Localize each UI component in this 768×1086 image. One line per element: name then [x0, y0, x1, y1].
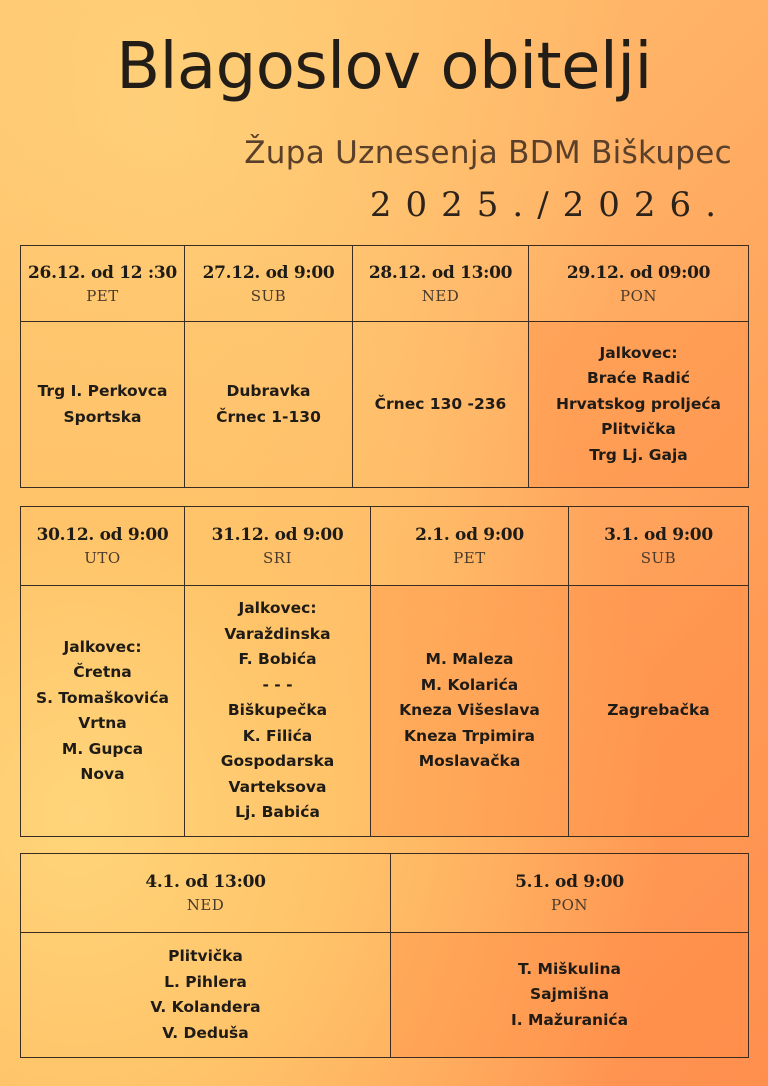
date-label: 29.12. od 09:00: [566, 262, 711, 283]
schedule-table-1: [20, 245, 749, 488]
street-list: [569, 698, 748, 724]
street-item: Kneza Trpimira: [404, 726, 535, 745]
street-list: [21, 635, 184, 788]
weekday-label: NED: [186, 896, 225, 914]
street-list: [185, 379, 352, 430]
street-item: Dubravka: [226, 382, 311, 400]
street-item: M. Maleza: [425, 650, 514, 669]
year-label: 2025./2026.: [369, 185, 730, 225]
street-item: Nova: [80, 765, 125, 783]
street-item: Biškupečka: [227, 701, 328, 720]
street-item: F. Bobića: [238, 650, 317, 669]
weekday-label: PON: [619, 286, 657, 305]
date-label: 28.12. od 13:00: [368, 262, 513, 283]
street-item: Plitvička: [601, 420, 676, 439]
day-header: [21, 854, 391, 933]
day-header: [391, 854, 749, 933]
date-label: 26.12. od 12 :30: [28, 262, 177, 283]
streets-cell: [371, 586, 569, 837]
streets-cell: [569, 586, 749, 837]
street-item: Jalkovec:: [599, 343, 678, 362]
street-item: S. Tomaškovića: [35, 688, 170, 707]
street-item: Sportska: [63, 407, 142, 426]
weekday-label: SUB: [640, 549, 677, 567]
day-header: [185, 246, 353, 322]
street-item: Vrtna: [78, 714, 127, 732]
street-item: Jalkovec:: [63, 637, 142, 656]
date-label: 2.1. od 9:00: [415, 525, 524, 545]
day-header: [21, 507, 185, 586]
schedule-table-2: [20, 506, 749, 837]
streets-cell: [21, 933, 391, 1058]
street-item: Varaždinska: [224, 624, 331, 643]
street-item: Hrvatskog proljeća: [555, 394, 722, 413]
street-list: [185, 596, 370, 826]
date-label: 4.1. od 13:00: [145, 872, 266, 892]
weekday-label: SRI: [263, 549, 292, 567]
date-label: 5.1. od 9:00: [515, 872, 624, 892]
street-item: V. Deduša: [162, 1023, 249, 1042]
weekday-label: PET: [86, 286, 119, 305]
street-item: Sajmišna: [529, 985, 610, 1004]
street-item: Trg I. Perkovca: [37, 382, 168, 400]
street-item: M. Gupca: [61, 739, 144, 758]
streets-cell: [21, 322, 185, 488]
street-item: V. Kolandera: [150, 998, 261, 1016]
date-label: 30.12. od 9:00: [36, 525, 169, 545]
day-header: [353, 246, 529, 322]
streets-cell: [353, 322, 529, 488]
street-list: [21, 379, 184, 430]
street-item: Plitvička: [168, 947, 243, 965]
street-list: [353, 392, 528, 418]
weekday-label: PON: [550, 896, 588, 914]
street-list: [21, 944, 390, 1046]
page-title: Blagoslov obitelji: [116, 30, 652, 104]
street-item: Trg Lj. Gaja: [589, 445, 688, 464]
date-label: 3.1. od 9:00: [604, 525, 713, 545]
street-item: Lj. Babića: [235, 803, 320, 822]
street-item: Zagrebačka: [607, 701, 710, 720]
street-item: Gospodarska: [220, 752, 335, 771]
weekday-label: SUB: [250, 286, 287, 305]
day-header: [569, 507, 749, 586]
street-list: [529, 341, 748, 469]
weekday-label: PET: [453, 549, 486, 567]
day-header: [185, 507, 371, 586]
schedule-table-3: [20, 853, 749, 1058]
street-item: - - -: [262, 675, 293, 694]
street-item: Moslavačka: [418, 752, 521, 771]
street-item: K. Filića: [242, 726, 313, 745]
weekday-label: NED: [421, 286, 460, 305]
street-item: Varteksova: [228, 777, 327, 796]
street-item: I. Mažuranića: [510, 1010, 629, 1029]
streets-cell: [21, 586, 185, 837]
date-label: 27.12. od 9:00: [202, 262, 335, 283]
streets-cell: [185, 586, 371, 837]
street-item: Čretna: [73, 663, 132, 681]
streets-cell: [391, 933, 749, 1058]
street-item: Črnec 130 -236: [374, 394, 507, 413]
street-list: [391, 957, 748, 1034]
street-item: T. Miškulina: [518, 959, 621, 978]
day-header: [371, 507, 569, 586]
streets-cell: [185, 322, 353, 488]
street-item: M. Kolarića: [420, 675, 519, 694]
street-item: Kneza Višeslava: [399, 701, 540, 720]
day-header: [529, 246, 749, 322]
street-item: Braće Radić: [586, 369, 690, 388]
streets-cell: [529, 322, 749, 488]
street-item: Črnec 1-130: [216, 407, 321, 426]
street-list: [371, 647, 568, 775]
date-label: 31.12. od 9:00: [211, 525, 344, 545]
parish-subtitle: Župa Uznesenja BDM Biškupec: [244, 135, 732, 171]
day-header: [21, 246, 185, 322]
weekday-label: UTO: [84, 549, 121, 567]
street-item: Jalkovec:: [238, 599, 317, 618]
street-item: L. Pihlera: [164, 972, 247, 991]
